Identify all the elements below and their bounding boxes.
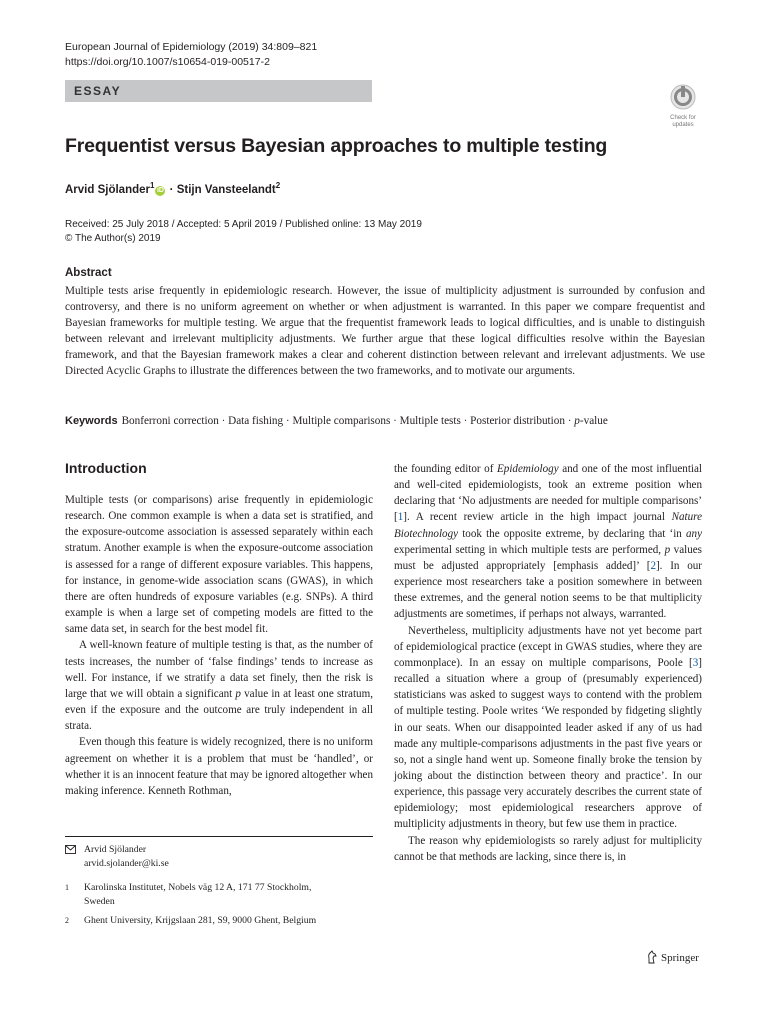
journal-reference: European Journal of Epidemiology (2019) 34:809–821	[65, 41, 318, 53]
orcid-icon[interactable]: iD	[156, 186, 164, 194]
publisher-name: Springer	[661, 952, 699, 964]
citation-link[interactable]: 3	[692, 656, 699, 669]
check-for-updates-icon	[670, 84, 696, 110]
copyright-line: © The Author(s) 2019	[65, 233, 161, 244]
citation-link[interactable]: 1	[397, 511, 404, 524]
paragraph: The reason why epidemiologists so rarely adjust for multiplicity cannot be that methods are lacking, since there is, in	[394, 834, 702, 863]
envelope-icon	[65, 845, 76, 854]
contact-email[interactable]: arvid.sjolander@ki.se	[84, 858, 169, 869]
affiliation-mark: 2	[275, 181, 281, 190]
keywords	[65, 413, 705, 429]
paragraph: Multiple tests (or comparisons) arise frequently in epidemiologic research. One common example is when a data set is stratified, and the exposure-outcome association is assessed separately within each stratum. Another example is when the exposure-outcome association is assessed for a range of different exposure variables. This happens, for instance, in genome-wide association scans (GWAS), in which there are often hundreds of exposure variables (e.g. SNPs). A third example is when a large set of competing models are fitted to the same data set, in search for the best model fit.	[65, 494, 373, 636]
paragraph: A well-known feature of multiple testing is that, as the number of tests increases, the number of ‘false findings’ tends to increase as well. For instance, if we stratify a data set finely, then the risk is large that we will obtain a significant p value in at least one stratum, even if the exposure and the outcome are truly independent in all strata.	[65, 639, 373, 733]
author-name[interactable]: Stijn Vansteelandt	[176, 183, 276, 196]
publisher-footer	[646, 950, 699, 966]
affiliation-text: Sweden	[84, 896, 115, 907]
springer-horse-icon	[646, 950, 658, 964]
check-for-updates-badge[interactable]	[664, 84, 702, 128]
contact-name: Arvid Sjölander	[84, 844, 147, 855]
section-label: ESSAY	[74, 84, 122, 98]
affiliation-1	[65, 881, 311, 909]
check-for-updates-line2: updates	[672, 121, 694, 128]
keyword-italic: p	[574, 415, 580, 427]
paragraph: Nevertheless, multiplicity adjustments have not yet become part of epidemiological practice (except in GWAS studies, where they are commonplace). In an essay on multiple comparisons, Poole [3] recalled a situation where a group of (presumably experienced) statisticians was asked to suggest ways to contend with the problem of multiple testing. Poole writes ‘We responded by fidgeting slightly in our seats. When our disappointed leader asked if any of us had made any multiple-comparisons adjustments in the past five years or so, not a single hand went up. Someone finally broke the tension by joking about the distinction between theory and practice’. In our experience, this passage very accurately describes the current state of epidemiology; most epidemiological researchers approve of multiplicity adjustments in theory, but few use them in practice.	[394, 624, 702, 831]
keywords-label: Keywords	[65, 415, 118, 427]
section-heading: Introduction	[65, 460, 147, 476]
affiliation-text: Ghent University, Krijgslaan 281, S9, 9000 Ghent, Belgium	[84, 915, 317, 926]
corresponding-author	[65, 843, 169, 871]
affiliation-number: 1	[65, 883, 69, 892]
check-for-updates-line1: Check for	[670, 115, 696, 121]
abstract-text: Multiple tests arise frequently in epidemiologic research. However, the issue of multiplicity adjustment is surrounded by confusion and controversy, and there is no uniform agreement on whether or when adjustment is warranted. In this paper we compare frequentist and Bayesian frameworks for multiple testing. We argue that the frequentist framework leads to logical difficulties, and is unable to distinguish between relevant and irrelevant multiplicity adjustments. We further argue that these logical difficulties resolve within the Bayesian framework, and that the Bayesian framework makes a clear and coherent distinction between relevant and irrelevant adjustments. We use Directed Acyclic Graphs to illustrate the differences between the two frameworks, and to motivate our arguments.	[65, 285, 705, 377]
article-title: Frequentist versus Bayesian approaches to multiple testing	[65, 135, 608, 157]
author-list	[65, 178, 280, 198]
right-column	[394, 461, 702, 865]
paragraph: the founding editor of Epidemiology and one of the most influential and well-cited epidemiologists, took an extreme position when declaring that ‘No adjustments are needed for multiple comparisons’ [1]. A recent review article in the high impact journal Nature Biotechnology took the opposite extreme, by declaring that ‘in any experimental setting in which multiple tests are performed, p values must be adjusted appropriately [emphasis added]’ [2]. In our experience most researchers take a position somewhere in between these extremes, and the general notion seems to be that multiplicity adjustments are sometimes, if perhaps not always, warranted.	[394, 463, 703, 621]
keyword-suffix: -value	[579, 415, 608, 427]
doi-link[interactable]: https://doi.org/10.1007/s10654-019-00517-2	[65, 56, 270, 68]
author-name[interactable]: Arvid Sjölander	[65, 183, 150, 196]
author-separator: ·	[166, 183, 177, 196]
affiliation-mark: 1	[150, 181, 155, 190]
journal-citation	[65, 40, 317, 70]
affiliation-2	[65, 914, 316, 928]
publication-dates	[65, 218, 422, 246]
affiliation-number: 2	[65, 916, 69, 925]
left-column	[65, 492, 373, 799]
history-line: Received: 25 July 2018 / Accepted: 5 April 2019 / Published online: 13 May 2019	[65, 219, 422, 230]
keywords-list: Bonferroni correction · Data fishing · Multiple comparisons · Multiple tests · Posterior distribution ·	[121, 415, 575, 427]
affiliation-text: Karolinska Institutet, Nobels väg 12 A, 171 77 Stockholm,	[84, 882, 312, 893]
abstract-heading: Abstract	[65, 267, 112, 279]
footnote-divider	[65, 836, 373, 837]
paragraph: Even though this feature is widely recognized, there is no uniform agreement on whether it is a problem that must be ‘handled’, or whether it is an innocent feature that may be ignored altogether when making inference. Kenneth Rothman,	[65, 736, 373, 797]
citation-link[interactable]: 2	[650, 559, 656, 572]
